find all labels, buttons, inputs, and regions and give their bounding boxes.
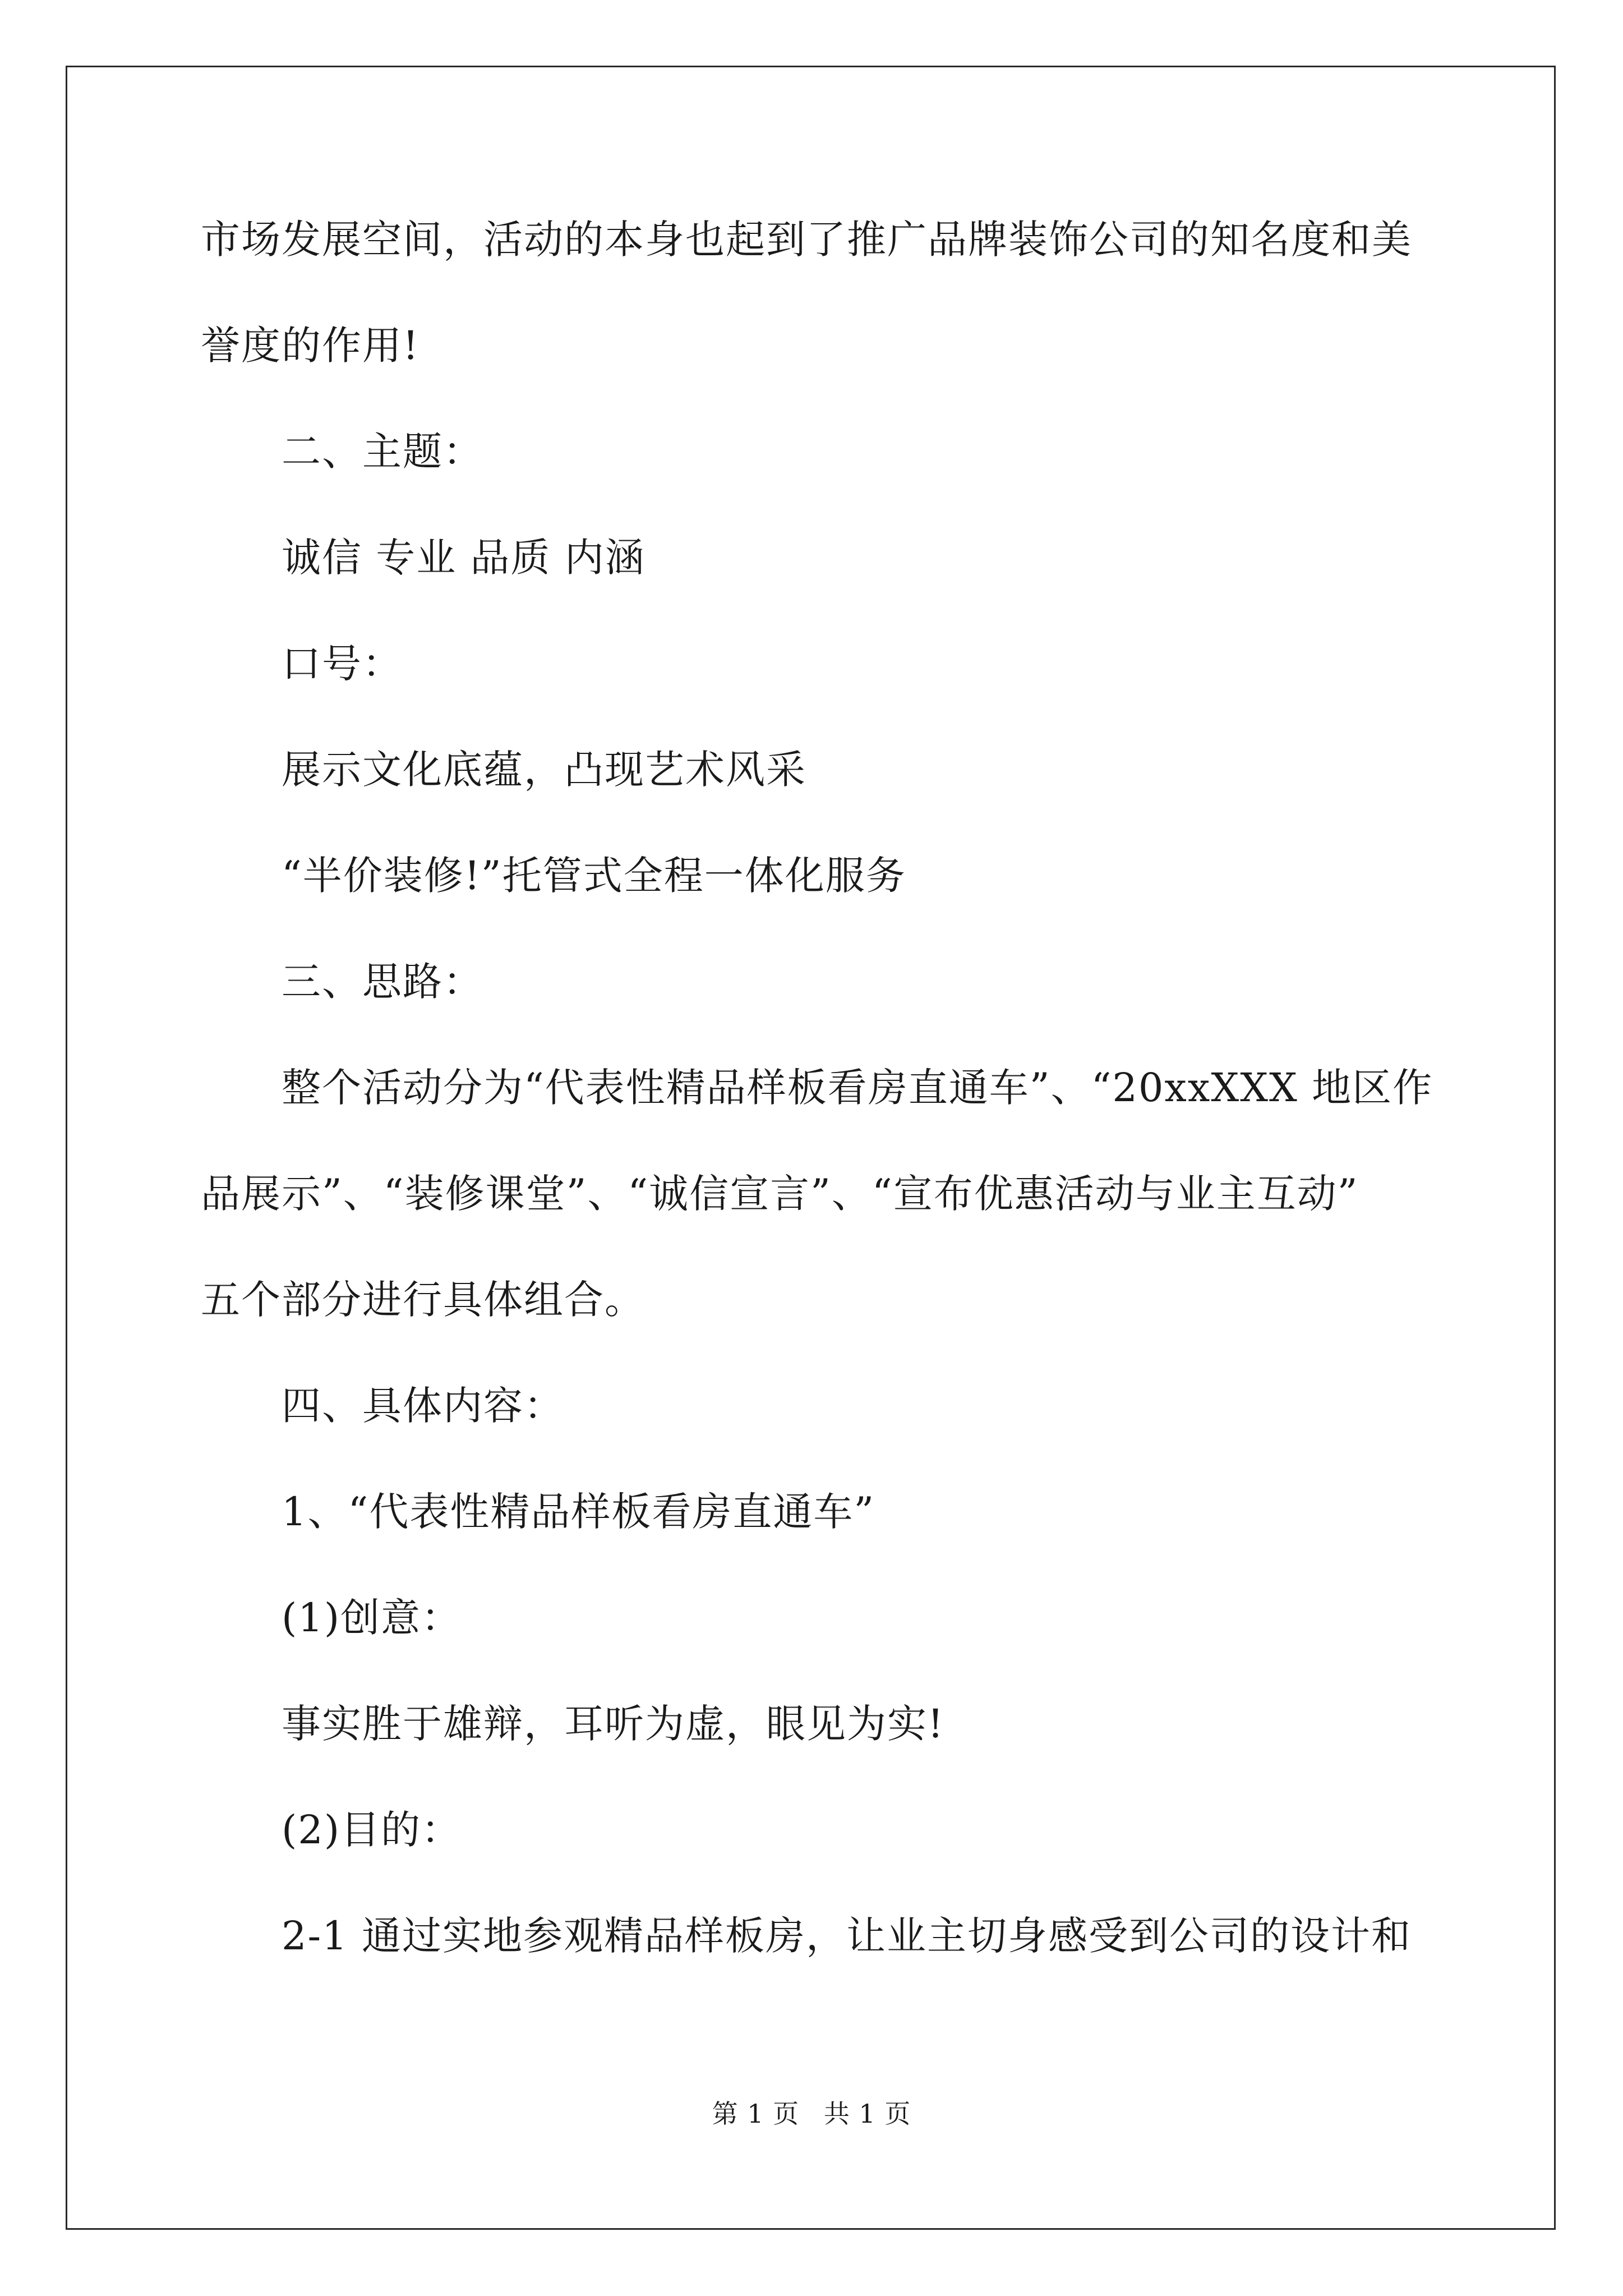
- paragraph: [201, 1591, 1435, 1644]
- paragraph: [201, 743, 1435, 796]
- text-line: 誉度的作用!: [201, 323, 420, 369]
- text-line: 三、思路：: [282, 959, 483, 1005]
- page-footer: [0, 2098, 1623, 2129]
- section-heading: [201, 955, 1435, 1008]
- paragraph: [201, 1485, 1435, 1538]
- section-heading: [201, 1379, 1435, 1432]
- paragraph: [201, 1167, 1435, 1326]
- text-line: 品展示”、“装修课堂”、“诚信宣言”、“宣布优惠活动与业主互动”: [201, 1171, 1359, 1217]
- text-line: “半价装修!”托管式全程一体化服务: [282, 853, 906, 899]
- text-line: 2-1 通过实地参观精品样板房，让业主切身感受到公司的设计和: [282, 1913, 1412, 1959]
- text-line: (1)创意：: [282, 1595, 462, 1641]
- text-line: 市场发展空间，活动的本身也起到了推广品牌装饰公司的知名度和美: [201, 217, 1412, 263]
- text-line: 五个部分进行具体组合。: [201, 1277, 645, 1323]
- text-line: 诚信 专业 品质 内涵: [282, 535, 645, 581]
- text-line: 事实胜于雄辩，耳听为虚，眼见为实!: [282, 1701, 945, 1747]
- text-line: 二、主题：: [282, 429, 483, 475]
- paragraph: [201, 1697, 1435, 1750]
- paragraph: [201, 213, 1435, 372]
- paragraph: [201, 637, 1435, 690]
- text-line: 1、“代表性精品样板看房直通车”: [282, 1489, 875, 1535]
- paragraph: [201, 849, 1435, 902]
- section-heading: [201, 425, 1435, 478]
- text-line: 展示文化底蕴，凸现艺术风采: [282, 747, 806, 793]
- paragraph: [201, 1803, 1435, 1856]
- text-line: (2)目的：: [282, 1807, 462, 1853]
- text-line: 四、具体内容：: [282, 1383, 564, 1429]
- text-line: 整个活动分为“代表性精品样板看房直通车”、“20xxXXX 地区作: [282, 1065, 1433, 1111]
- paragraph: [201, 1910, 1435, 1962]
- page-number: 第 1 页: [712, 2099, 800, 2129]
- paragraph: [201, 1061, 1435, 1114]
- text-line: 口号：: [282, 641, 403, 687]
- document-body: [201, 213, 1435, 1962]
- paragraph: [201, 531, 1435, 584]
- page-total: 共 1 页: [823, 2099, 911, 2129]
